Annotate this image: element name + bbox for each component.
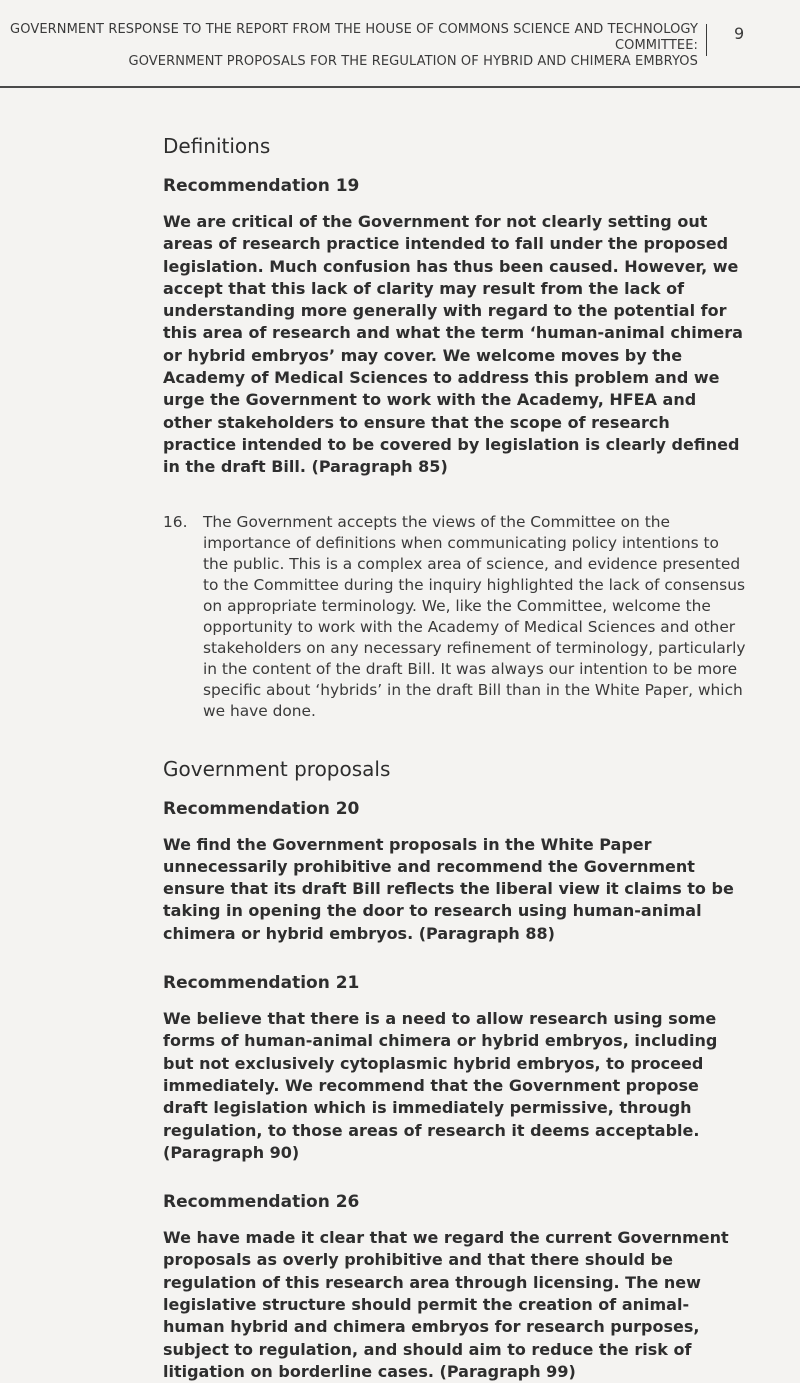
recommendation-heading: Recommendation 20 bbox=[163, 798, 360, 819]
page-number: 9 bbox=[734, 24, 745, 43]
header-divider bbox=[706, 24, 707, 56]
recommendation-heading: Recommendation 19 bbox=[163, 176, 360, 196]
header-rule bbox=[0, 86, 800, 88]
paragraph-text: The Government accepts the views of the Committee on the importance of definitions when communicating policy intentions to the public. This is a complex area of science, and evidence presented to the Committee during the inquiry highlighted the lack of consensus on appropriate terminology. We, like the Committee, welcome the opportunity to work with the Academy of Medical Sciences and other stakeholders on any necessary refinement of terminology, particularly in the content of the draft Bill. It was always our intention to be more specific about ‘hybrids’ in the draft Bill than in the White Paper, which we have done. bbox=[203, 512, 746, 720]
section-title-proposals: Government proposals bbox=[163, 756, 391, 781]
numbered-paragraph bbox=[163, 512, 748, 722]
recommendation-text: We have made it clear that we regard the current Government proposals as overly prohibitive and that there should be regulation of this research area through licensing. The new legislative structure should permit the creation of animal-human hybrid and chimera embryos for research purposes, subject to regulation, and should aim to reduce the risk of litigation on borderline cases. (Paragraph 99) bbox=[163, 1228, 729, 1381]
recommendation-heading: Recommendation 21 bbox=[163, 973, 360, 994]
page-body bbox=[163, 134, 748, 1383]
header-line-2: GOVERNMENT PROPOSALS FOR THE REGULATION OF HYBRID AND CHIMERA EMBRYOS bbox=[128, 54, 698, 69]
running-header bbox=[0, 22, 800, 69]
paragraph-number: 16. bbox=[163, 512, 188, 531]
recommendation-text: We are critical of the Government for not clearly setting out areas of research practice intended to fall under the proposed legislation. Much confusion has thus been caused. However, we accept that this lack of clarity may result from the lack of understanding more generally with regard to the potential for this area of research and what the term ‘human-animal chimera or hybrid embryos’ may cover. We welcome moves by the Academy of Medical Sciences to address this problem and we urge the Government to work with the Academy, HFEA and other stakeholders to ensure that the scope of research practice intended to be covered by legislation is clearly defined in the draft Bill. (Paragraph 85) bbox=[163, 212, 743, 477]
section-title-definitions: Definitions bbox=[163, 134, 271, 158]
recommendation-text: We believe that there is a need to allow research using some forms of human-animal chimera or hybrid embryos, including but not exclusively cytoplasmic hybrid embryos, to proceed immediately. We recommend that the Government propose draft legislation which is immediately permissive, through regulation, to those areas of research it deems acceptable. (Paragraph 90) bbox=[163, 1009, 718, 1162]
header-title bbox=[0, 22, 698, 70]
recommendation-text: We find the Government proposals in the White Paper unnecessarily prohibitive and recommend the Government ensure that its draft Bill reflects the liberal view it claims to be taking in opening the door to research using human-animal chimera or hybrid embryos. (Paragraph 88) bbox=[163, 834, 734, 943]
recommendation-heading: Recommendation 26 bbox=[163, 1192, 360, 1213]
header-line-1: GOVERNMENT RESPONSE TO THE REPORT FROM THE HOUSE OF COMMONS SCIENCE AND TECHNOLOGY COMMITTEE: bbox=[10, 22, 698, 53]
